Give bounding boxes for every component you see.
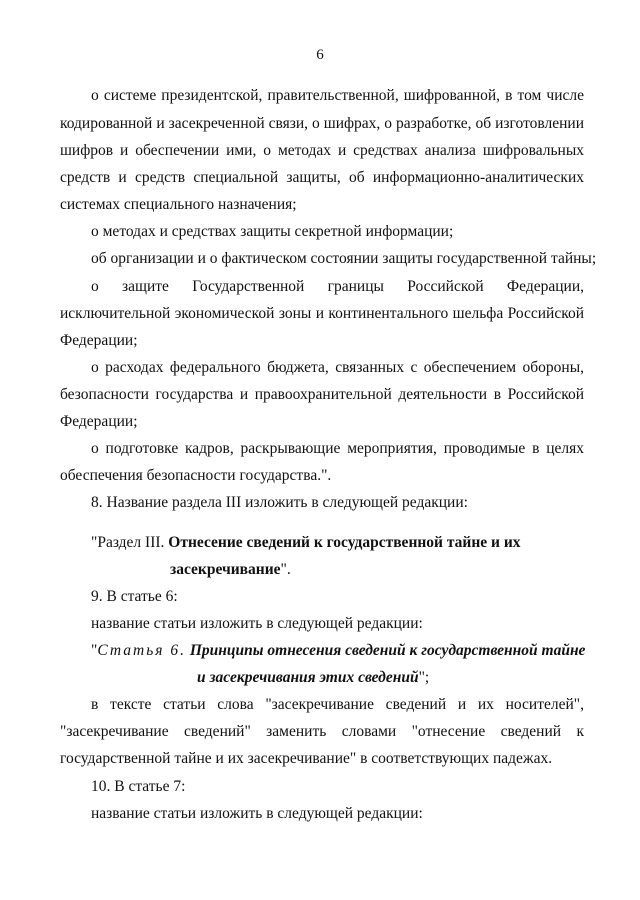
text-line: исключительной экономической зоны и континентального шельфа Российской [60,305,584,322]
text-line: Федерации; [60,332,138,349]
article-heading [91,641,584,661]
text-line: название статьи изложить в следующей редакции: [91,615,423,632]
text-line: шифров и обеспечении ими, о методах и средствах анализа шифровальных [60,142,584,159]
text-line: 10. В статье 7: [91,778,186,795]
text-line: государственной тайне и их засекречивание" в соответствующих падежах. [60,750,553,767]
text-line: "засекречивание сведений" заменить словами "отнесение сведений к [60,723,584,740]
article-heading-title-cont: и засекречивания этих сведений [197,669,419,686]
text-line: о расходах федерального бюджета, связанных с обеспечением обороны, [91,359,584,376]
page-number: 6 [316,47,324,63]
text-line: средств и средств специальной защиты, об информационно-аналитических [60,169,584,186]
article-heading-cont [197,668,584,688]
section-heading-title: Отнесение сведений к государственной тайне и их [168,534,521,551]
section-heading-prefix: "Раздел III. [91,534,169,551]
section-heading-cont [170,560,584,580]
section-heading [91,533,584,553]
text-line: системах специального назначения; [60,196,297,213]
section-heading-suffix: ". [280,561,291,578]
section-heading-title-cont: засекречивание [170,561,281,578]
text-line: обеспечения безопасности государства.". [60,467,332,484]
text-line: Федерации; [60,413,138,430]
text-line: об организации и о фактическом состоянии защиты государственной тайны; [91,250,597,267]
article-heading-suffix: "; [418,669,430,686]
text-line: о защите Государственной границы Российской Федерации, [91,278,584,295]
text-line: в тексте статьи слова "засекречивание сведений и их носителей", [91,696,584,713]
text-line: название статьи изложить в следующей редакции: [91,805,423,822]
text-line: 9. В статье 6: [91,588,178,605]
text-line: безопасности государства и правоохранительной деятельности в Российской [60,386,584,403]
text-line: о системе президентской, правительственной, шифрованной, в том числе [91,87,584,104]
article-heading-title: Принципы отнесения сведений к государственной тайне [185,642,586,659]
text-line: кодированной и засекреченной связи, о шифрах, о разработке, об изготовлении [60,115,584,132]
text-line: о подготовке кадров, раскрывающие мероприятия, проводимые в целях [91,440,584,457]
text-line: о методах и средствах защиты секретной информации; [91,223,454,240]
article-heading-quote: " [91,642,98,659]
article-heading-number: Статья 6. [97,642,186,659]
text-line: 8. Название раздела III изложить в следующей редакции: [91,494,468,511]
